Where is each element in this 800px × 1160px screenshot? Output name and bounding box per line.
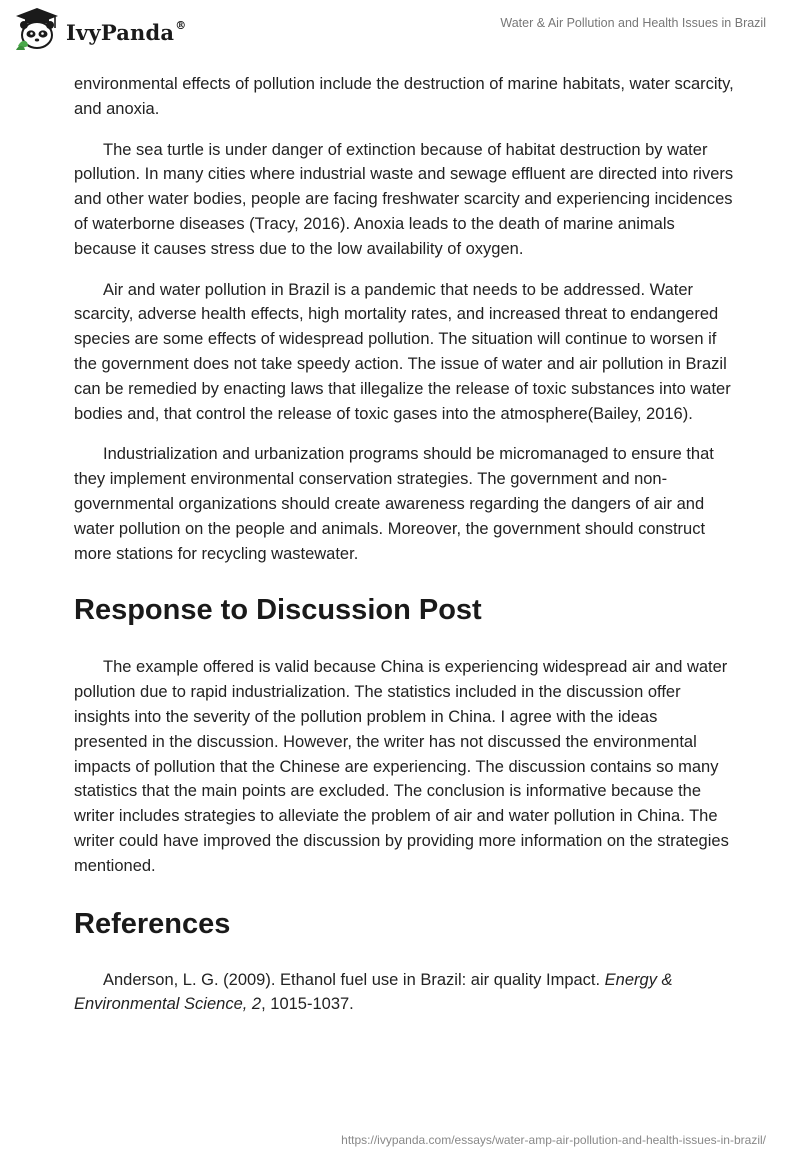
ivypanda-logo[interactable] [14, 6, 186, 52]
reference-author: Anderson, L. G. (2009). Ethanol fuel use in Brazil: air quality Impact. [103, 970, 605, 989]
paragraph-pandemic: Air and water pollution in Brazil is a pandemic that needs to be addressed. Water scarcity, adverse health effects, high mortality rates, and increased threat to endangered species are some effects of widespread pollution. The situation will continue to worsen if the government does not take speedy action. The issue of water and air pollution in Brazil can be remedied by enacting laws that illegalize the release of toxic substances into water bodies and, that control the release of toxic gases into the atmosphere(Bailey, 2016). [74, 280, 731, 423]
heading-references: References [74, 907, 231, 940]
registered-mark: ® [175, 18, 187, 32]
brand-name: IvyPanda® [66, 18, 187, 45]
heading-response: Response to Discussion Post [74, 594, 482, 627]
page-header [0, 0, 800, 70]
paragraph-sea-turtle: The sea turtle is under danger of extinction because of habitat destruction by water pollution. In many cities where industrial waste and sewage effluent are directed into rivers and other water bodies, people are facing freshwater scarcity and experiencing incidences of waterborne diseases (Tracy, 2016). Anoxia leads to the death of marine animals because it causes stress due to the low availability of oxygen. [74, 140, 734, 258]
reference-journal: Energy & Environmental Science, 2 [74, 970, 673, 1014]
reference-item [74, 968, 734, 1018]
reference-pages: , 1015-1037. [261, 995, 354, 1014]
source-url[interactable]: https://ivypanda.com/essays/water-amp-air-pollution-and-health-issues-in-brazil/ [341, 1133, 766, 1147]
paragraph-response: The example offered is valid because China is experiencing widespread air and water pollution due to rapid industrialization. The statistics included in the discussion offer insights into the severity of the pollution problem in China. I agree with the ideas presented in the discussion. However, the writer has not discussed the environmental impacts of pollution that the Chinese are experiencing. The discussion contains so many statistics that the main points are excluded. The conclusion is informative because the writer includes strategies to alleviate the problem of air and water pollution in China. The writer could have improved the discussion by providing more information on the strategies mentioned. [74, 658, 729, 875]
panda-mascot-icon [14, 6, 60, 52]
document-title: Water & Air Pollution and Health Issues in Brazil [500, 16, 766, 30]
essay-content [74, 72, 734, 1017]
paragraph-industrialization: Industrialization and urbanization programs should be micromanaged to ensure that they implement environmental conservation strategies. The government and non-governmental organizations should create awareness regarding the dangers of air and water pollution on the people and animals. Moreover, the government should construct more stations for recycling wastewater. [74, 445, 714, 563]
paragraph-continued: environmental effects of pollution include the destruction of marine habitats, water scarcity, and anoxia. [74, 75, 734, 118]
